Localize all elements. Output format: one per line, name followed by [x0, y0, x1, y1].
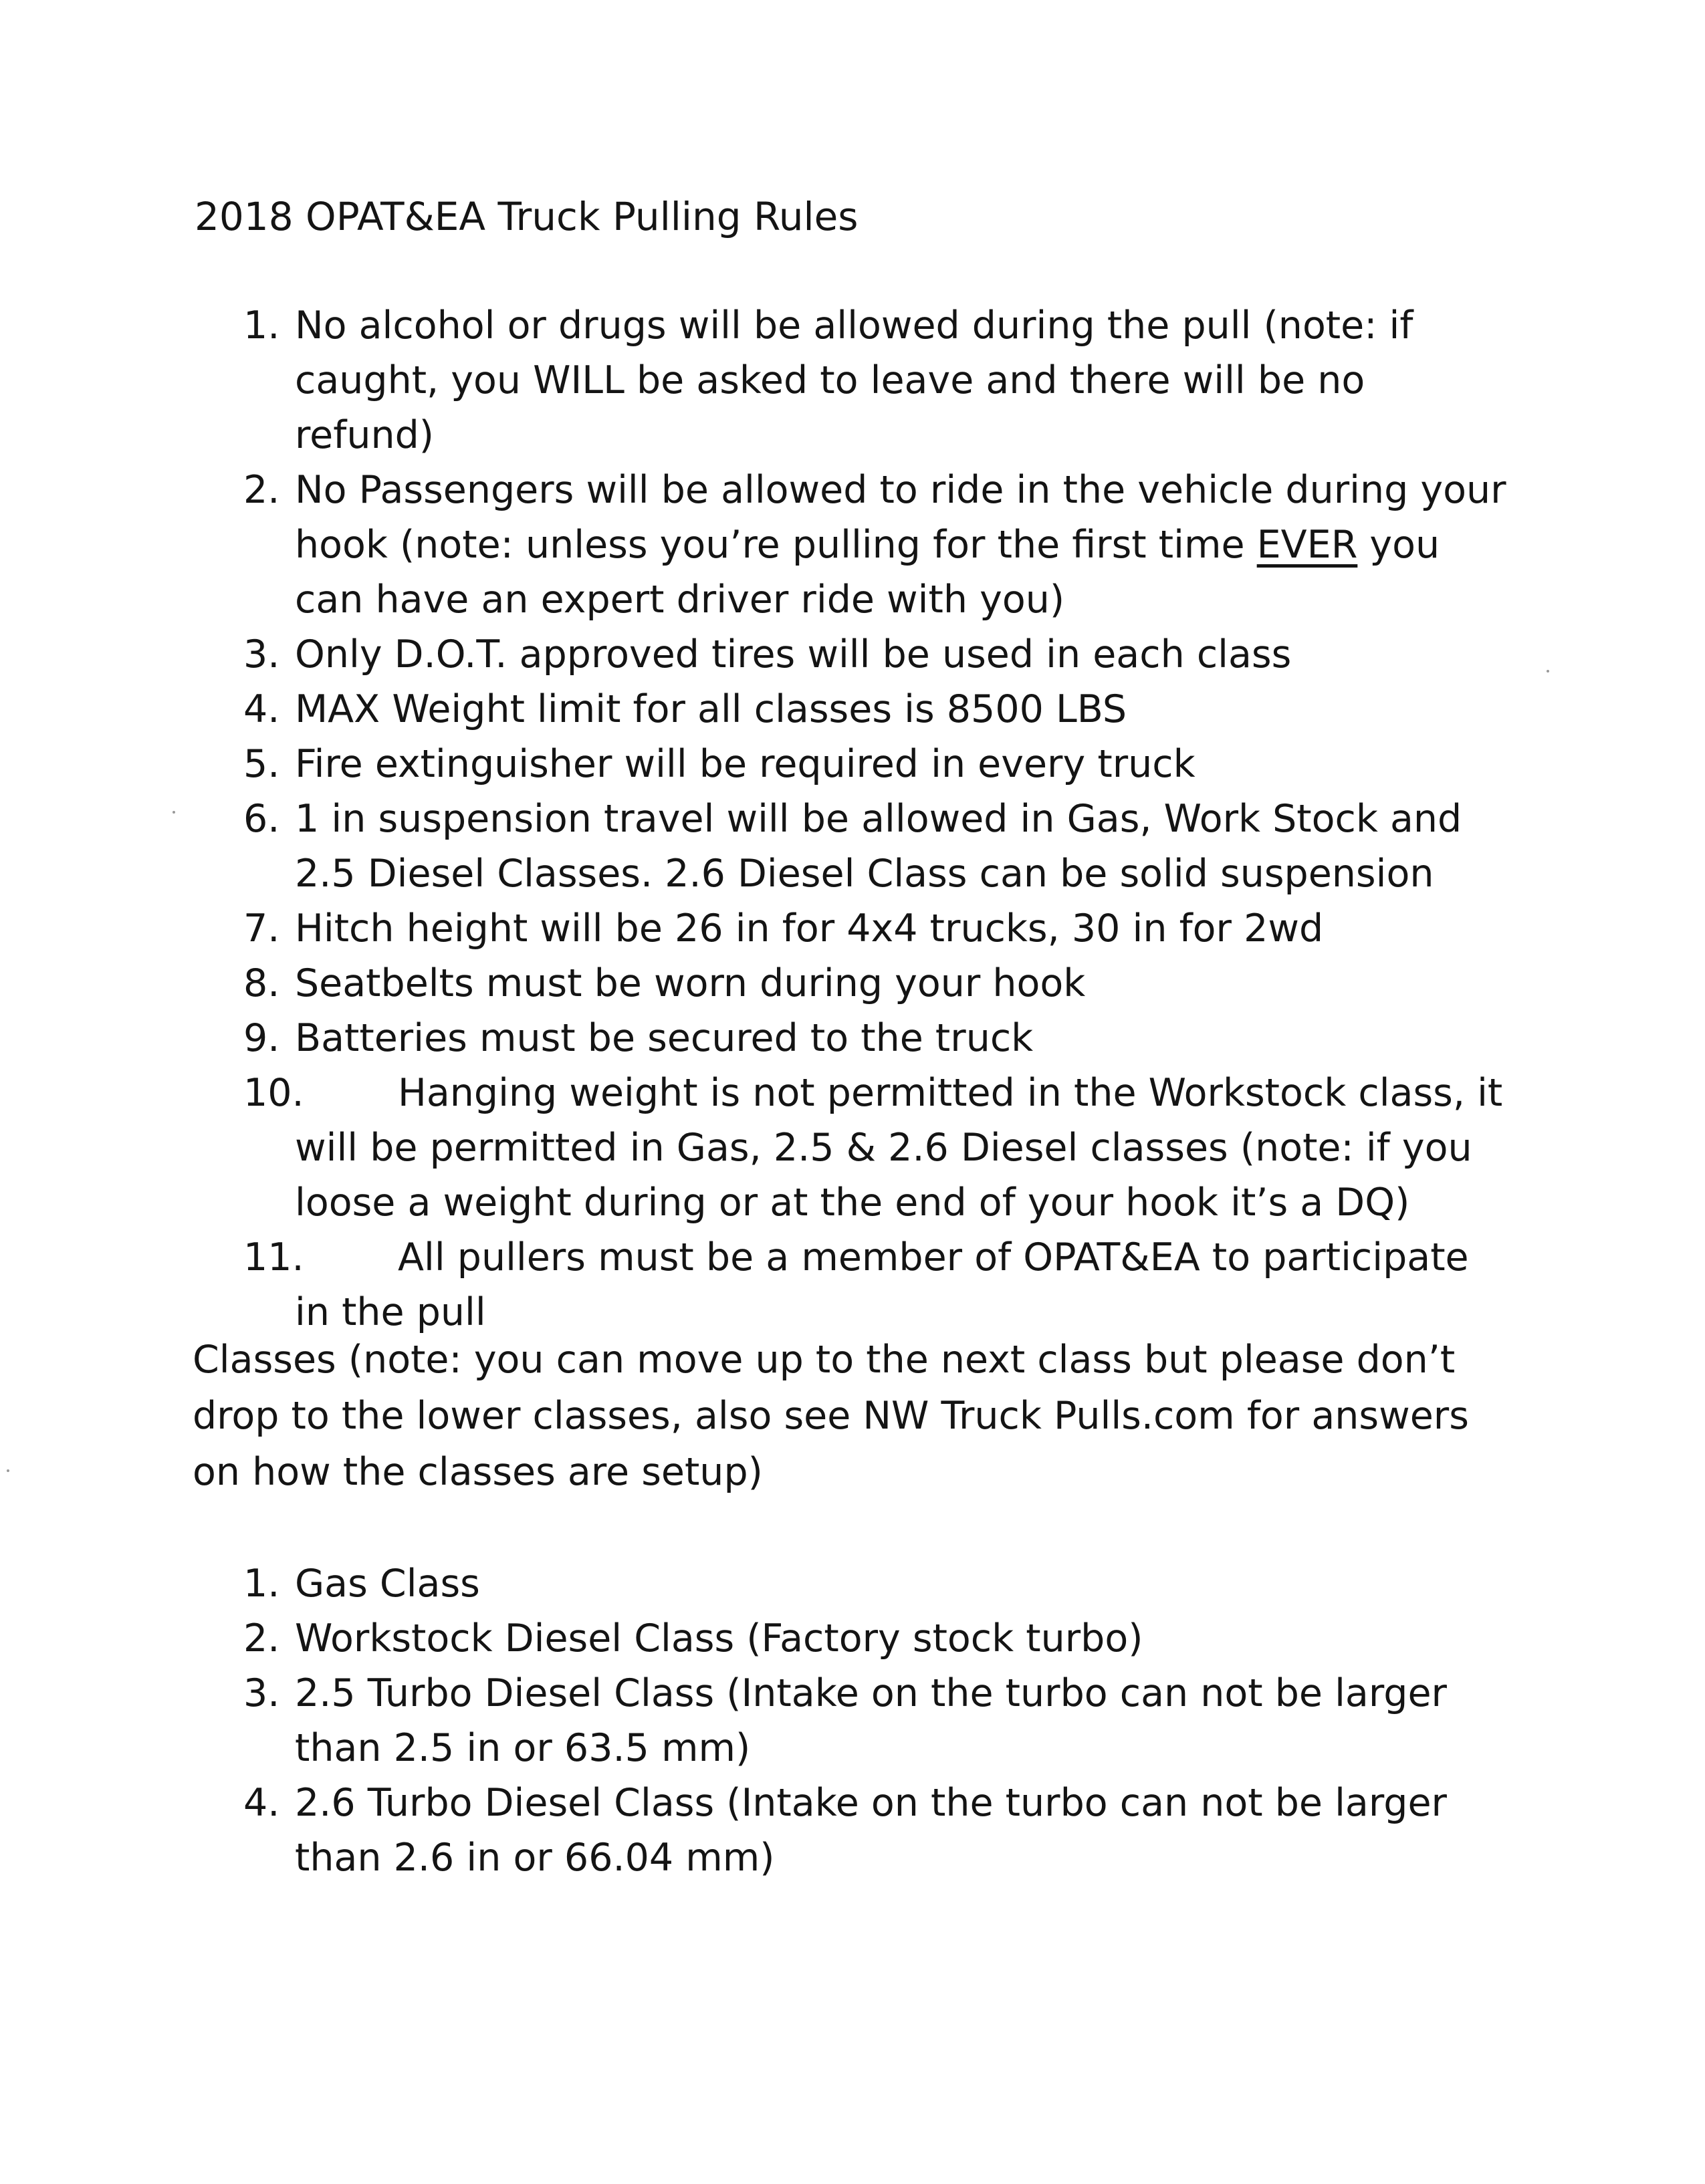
scan-speck [7, 1469, 9, 1472]
rule-text: All pullers must be a member of OPAT&EA to participate in the pull [295, 1235, 1481, 1334]
rule-number: 6. [243, 797, 280, 841]
rule-number: 9. [243, 1016, 280, 1060]
rule-text: Batteries must be secured to the truck [295, 1016, 1034, 1060]
rule-item [0, 901, 1705, 956]
rule-number: 10. [243, 1071, 304, 1115]
class-item [0, 1666, 1705, 1776]
classes-list [0, 1556, 1705, 1885]
rules-list [0, 298, 1705, 1340]
class-number: 1. [243, 1562, 280, 1606]
rule-text: No alcohol or drugs will be allowed during the pull (note: if caught, you WILL be asked to leave and there will be no refund) [295, 304, 1426, 457]
class-item [0, 1776, 1705, 1885]
classes-intro: Classes (note: you can move up to the next class but please don’t drop to the lower classes, also see NW Truck Pulls.com for answers on how the classes are setup) [193, 1338, 1482, 1494]
rule-text: Hitch height will be 26 in for 4x4 trucks, 30 in for 2wd [295, 906, 1324, 951]
rule-number: 8. [243, 961, 280, 1005]
rule-number: 1. [243, 304, 280, 348]
rule-number: 4. [243, 687, 280, 731]
class-text: 2.5 Turbo Diesel Class (Intake on the turbo can not be larger than 2.5 in or 63.5 mm) [295, 1671, 1460, 1770]
class-number: 4. [243, 1781, 280, 1825]
rule-item [0, 1066, 1705, 1230]
rule-text: Hanging weight is not permitted in the Workstock class, it will be permitted in Gas, 2.5 & 2.6 Diesel classes (note: if you loose a weight during or at the end of your hook it’s a DQ) [295, 1071, 1515, 1225]
rule-item [0, 737, 1705, 792]
rule-emphasis: EVER [1256, 523, 1358, 567]
class-item [0, 1611, 1705, 1666]
rule-text: Seatbelts must be worn during your hook [295, 961, 1086, 1005]
rule-number: 11. [243, 1235, 304, 1280]
document-title: 2018 OPAT&EA Truck Pulling Rules [195, 194, 859, 239]
rule-text: Only D.O.T. approved tires will be used in each class [295, 632, 1292, 677]
scan-speck [1547, 670, 1549, 673]
rule-number: 2. [243, 468, 280, 512]
rule-item [0, 1230, 1705, 1340]
rule-item [0, 298, 1705, 463]
rule-text-part: you can have an expert driver ride with you) [295, 523, 1452, 622]
rule-text [295, 463, 1518, 627]
class-text: 2.6 Turbo Diesel Class (Intake on the turbo can not be larger than 2.6 in or 66.04 mm) [295, 1781, 1460, 1880]
rule-number: 3. [243, 632, 280, 677]
rule-text-part: No Passengers will be allowed to ride in the vehicle during your hook (note: unless you’re pulling for the first time [295, 468, 1518, 567]
rule-item [0, 627, 1705, 682]
rule-text: 1 in suspension travel will be allowed in Gas, Work Stock and 2.5 Diesel Classes. 2.6 Diesel Class can be solid suspension [295, 797, 1474, 896]
rule-text: Fire extinguisher will be required in every truck [295, 742, 1196, 786]
rule-text: MAX Weight limit for all classes is 8500 LBS [295, 687, 1127, 731]
class-item [0, 1556, 1705, 1611]
rule-number: 7. [243, 906, 280, 951]
rule-number: 5. [243, 742, 280, 786]
rule-item [0, 1011, 1705, 1066]
class-text: Workstock Diesel Class (Factory stock turbo) [295, 1616, 1143, 1661]
rule-item [0, 792, 1705, 901]
rule-item [0, 463, 1705, 627]
rule-item [0, 956, 1705, 1011]
class-text: Gas Class [295, 1562, 480, 1606]
class-number: 3. [243, 1671, 280, 1715]
rule-item [0, 682, 1705, 737]
class-number: 2. [243, 1616, 280, 1661]
scan-speck [173, 811, 175, 814]
